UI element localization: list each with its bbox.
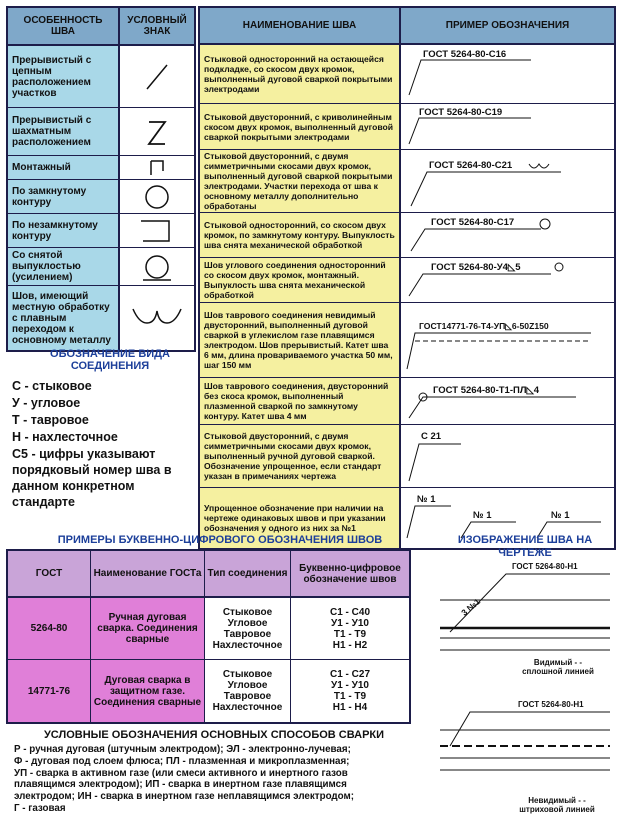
leader-line-icon xyxy=(401,378,614,424)
visible-gost-label: ГОСТ 5264-80-Н1 xyxy=(512,562,578,571)
welding-method-line: Р - ручная дуговая (штучным электродом); ЭЛ - электронно-лучевая; xyxy=(14,744,351,755)
drawing-panel xyxy=(420,562,616,822)
header-weld-name: НАИМЕНОВАНИЕ ШВА xyxy=(200,8,401,43)
header-feature: ОСОБЕННОСТЬ ШВА xyxy=(8,8,120,44)
leader-line-icon xyxy=(401,213,614,257)
gost-examples-table xyxy=(6,549,411,724)
feature-label: По незамкнутому контуру xyxy=(8,214,120,247)
weld-description: Шов углового соединения односторонний со скосом двух кромок, монтажный. Выпуклость шва снята механической обработкой xyxy=(200,258,401,302)
visible-caption: Видимый - - сплошной линией xyxy=(522,658,594,676)
weld-description: Шов таврового соединения, двусторонний без скоса кромок, выполненный плазменной сваркой по замкнутому контуру. Катет шва 4 мм xyxy=(200,378,401,424)
z-icon xyxy=(137,112,177,152)
feature-label: Прерывистый с цепным расположением участков xyxy=(8,46,120,107)
flag-icon xyxy=(137,157,177,179)
slash-icon xyxy=(137,57,177,97)
legend-title: ОБОЗНАЧЕНИЕ ВИДА СОЕДИНЕНИЯ xyxy=(50,348,170,372)
header-codes: Буквенно-цифровое обозначение швов xyxy=(299,562,401,585)
welding-method-line: плавящимся электродом); ИП - сварка в инертном газе плавящимся xyxy=(14,779,347,791)
leader-line-icon xyxy=(401,104,614,149)
welding-methods-list xyxy=(14,744,414,815)
table-row xyxy=(200,213,614,258)
leader-line-icon xyxy=(401,303,614,377)
header-example: ПРИМЕР ОБОЗНАЧЕНИЯ xyxy=(445,20,570,31)
weld-codes: С1 - С40 У1 - У10 Т1 - Т9 Н1 - Н2 xyxy=(291,598,409,659)
header-symbol: УСЛОВНЫЙ ЗНАК xyxy=(127,15,187,37)
table-row xyxy=(200,303,614,378)
legend-line: Н - нахлесточное xyxy=(12,430,118,444)
leader-line-icon xyxy=(401,425,614,487)
gost-designation: ГОСТ 5264-80-С17 xyxy=(431,217,515,228)
welding-method-line: электродом; ИН - сварка в инертном газе неплавящимся электродом; xyxy=(14,791,355,803)
gost-name: Дуговая сварка в защитном газе. Соединения сварные xyxy=(91,660,205,722)
legend-line: У - угловое xyxy=(12,396,81,410)
weld-drawing-icon xyxy=(420,562,616,822)
feature-label: По замкнутому контуру xyxy=(8,180,120,213)
welding-method-line: УП - сварка в активном газе (или смеси активного и инертного газов xyxy=(14,767,348,779)
legend-line: С5 - цифры указывают порядковый номер шва в данном конкретном стандарте xyxy=(12,447,172,509)
feature-label: Монтажный xyxy=(8,156,120,179)
weld-description: Стыковой двусторонний, с двумя симметричными скосами двух кромок, выполненный ручной дуговой сваркой. Обозначение упрощенное, если стандарт указан в примечаниях чертежа xyxy=(200,425,401,487)
welding-method-line: Ф - дуговая под слоем флюса; ПЛ - плазменная и микроплазменная; xyxy=(14,755,350,767)
weld-description: Стыковой односторонний, со скосом двух кромок, по замкнутому контуру. Выпуклость шва снята механической обработкой xyxy=(200,213,401,257)
table-row xyxy=(8,180,194,214)
gost-number: 5264-80 xyxy=(8,598,91,659)
feature-label: Со снятой выпуклостью (усилением) xyxy=(8,248,120,285)
table-row xyxy=(200,104,614,150)
drawing-title: ИЗОБРАЖЕНИЕ ШВА НА ЧЕРТЕЖЕ xyxy=(457,534,593,559)
circle-bar-icon xyxy=(137,250,177,284)
gost-designation: ГОСТ 5264-80-Т1-ПЛ◺4 xyxy=(433,385,540,396)
gost-name: Ручная дуговая сварка. Соединения сварные xyxy=(91,598,205,659)
weld-description: Стыковой односторонний на остающейся подкладке, со скосом двух кромок, выполненный дуговой сваркой покрытыми электродами xyxy=(200,45,401,103)
bracket-icon xyxy=(135,215,179,247)
weld-codes: С1 - С27 У1 - У10 Т1 - Т9 Н1 - Н4 xyxy=(291,660,409,722)
gost-designation: ГОСТ14771-76-Т4-УП◺6-50Z150 xyxy=(419,321,549,331)
table-row xyxy=(200,425,614,488)
gost-designation: ГОСТ 5264-80-С21 xyxy=(429,160,513,171)
leader-line-icon xyxy=(401,258,614,302)
circle-icon xyxy=(137,181,177,213)
gost-designation: № 1 xyxy=(417,494,436,505)
hidden-caption: Невидимый - - штриховой линией xyxy=(519,796,595,814)
weld-features-header xyxy=(8,8,194,46)
table-row xyxy=(200,45,614,104)
leader-line-icon xyxy=(401,45,614,103)
table-row xyxy=(8,46,194,108)
table-row xyxy=(8,598,409,660)
weld-features-table xyxy=(6,6,196,352)
weld-description: Стыковой двусторонний, с двумя симметричными скосами двух кромок, выполненный дуговой сваркой покрытыми электродами. Участки перехода от шва к основному металлу дополнительно обработаны xyxy=(200,150,401,212)
welding-method-line: Г - газовая xyxy=(14,802,66,814)
weld-description: Стыковой двусторонний, с криволинейным скосом двух кромок, выполненный дуговой сваркой покрытыми электродами xyxy=(200,104,401,149)
weld-examples-table xyxy=(198,6,616,550)
gost-number: 14771-76 xyxy=(8,660,91,722)
gost-designation: ГОСТ 5264-80-С16 xyxy=(423,49,507,60)
table-row xyxy=(8,156,194,180)
table-row xyxy=(200,258,614,303)
table-row xyxy=(8,214,194,248)
table-row xyxy=(8,286,194,350)
joint-types: Стыковое Угловое Тавровое Нахлесточное xyxy=(205,598,291,659)
table-row xyxy=(200,150,614,213)
weld-description: Упрощенное обозначение при наличии на чертеже одинаковых швов и при указании обозначения у одного из них за №1 xyxy=(200,488,401,548)
table-row xyxy=(8,108,194,156)
legend-line: Т - тавровое xyxy=(12,413,89,427)
weld-description: Шов таврового соединения невидимый двусторонний, выполненный дуговой сваркой в углекислом газе плавящимся электродом. Шов прерывистый. Катет шва 6 мм, длина провариваемого участка 50 мм, шаг 150 мм xyxy=(200,303,401,377)
feature-label: Прерывистый с шахматным расположением xyxy=(8,108,120,155)
gost-designation: ГОСТ 5264-80-С19 xyxy=(419,107,503,118)
gost-designation: № 1 xyxy=(473,510,492,521)
joint-types: Стыковое Угловое Тавровое Нахлесточное xyxy=(205,660,291,722)
leader-line-icon xyxy=(401,150,614,212)
gost-designation: С 21 xyxy=(421,431,442,442)
feature-label: Шов, имеющий местную обработку с плавным переходом к основному металлу xyxy=(8,286,120,350)
examples-title: ПРИМЕРЫ БУКВЕННО-ЦИФРОВОГО ОБОЗНАЧЕНИЯ ШВОВ xyxy=(57,534,383,546)
table-row xyxy=(8,660,409,722)
header-gost: ГОСТ xyxy=(8,551,91,596)
visible-tag: 3 №1 xyxy=(459,596,483,618)
table-row xyxy=(8,248,194,286)
welding-methods-title: УСЛОВНЫЕ ОБОЗНАЧЕНИЯ ОСНОВНЫХ СПОСОБОВ СВАРКИ xyxy=(43,729,385,741)
weld-examples-header xyxy=(200,8,614,45)
header-gost-name: Наименование ГОСТа xyxy=(91,551,205,596)
table-row xyxy=(200,378,614,425)
smooth-transition-icon xyxy=(129,303,185,333)
gost-examples-header xyxy=(8,551,409,598)
legend-line: С - стыковое xyxy=(12,379,92,393)
hidden-gost-label: ГОСТ 5264-80-Н1 xyxy=(518,700,584,709)
gost-designation: ГОСТ 5264-80-У4◺5 xyxy=(431,262,521,273)
gost-designation: № 1 xyxy=(551,510,570,521)
header-joint-type: Тип соединения xyxy=(205,551,291,596)
